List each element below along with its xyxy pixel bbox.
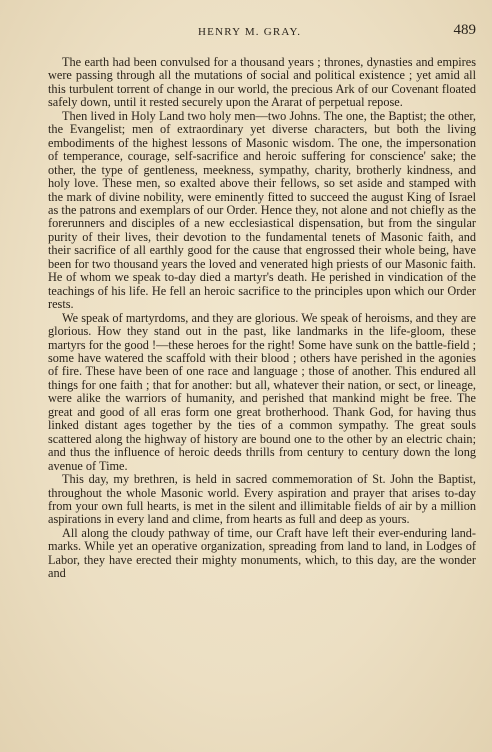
paragraph: Then lived in Holy Land two holy men—two Johns. The one, the Baptist; the other, the Evangelist; men of extraordinary yet diverse characters, but both the living embodiments of the highest lessons of Masonic wisdom. The one, the impersonation of temperance, courage, self-sacrifice and heroic suffering for conscience' sake; the other, the type of gentleness, meekness, sympathy, charity, brotherly kindness, and holy love. These men, so exalted above their fellows, so set aside and stamped with the mark of divine nobility, were eminently fitted to succeed the august King of Israel as the patrons and exemplars of our Order. Hence they, not alone and not chiefly as the forerunners and disciples of a new ecclesiastical dispensation, but from the singular purity of their lives, their devotion to the fundamental tenets of Masonic faith, and their sacrifice of all earthly good for the cause that engrossed their whole being, have been for two thousand years the loved and venerated high priests of our Masonic faith. He of whom we speak to-day died a martyr's death. He perished in vindication of the teachings of his life. He fell an heroic sacrifice to the principles upon which our Order rests. xyxy=(48,108,476,312)
paragraph: This day, my brethren, is held in sacred commemoration of St. John the Baptist, throughout the whole Masonic world. Every aspiration and prayer that arises to-day from your own full hearts, is met in the silent and illimitable fields of air by a million aspirations in every land and clime, from hearts as full and deep as yours. xyxy=(48,472,476,527)
paragraph: All along the cloudy pathway of time, our Craft have left their ever-enduring land-marks. While yet an operative organization, spreading from land to land, in Lodges of Labor, they have erected their mighty monuments, which, to this day, are the wonder and xyxy=(48,525,476,581)
body-text xyxy=(48,56,476,581)
paragraph: We speak of martyrdoms, and they are glorious. We speak of heroisms, and they are glorious. How they stand out in the past, like landmarks in the life-gloom, these martyrs for the good !—these heroes for the right! Some have sunk on the battle-field ; some have watered the scaffold with their blood ; others have perished in the agonies of fire. These have been of one race and language ; those of another. This endured all things for one faith ; that for another: but all, whatever their nation, or sect, or lineage, were alike the warriors of humanity, and perished that mankind might be free. The great and good of all eras form one great brotherhood. Thank God, for having thus linked distant ages together by the ties of a common sympathy. The great souls scattered along the highway of history are bound one to the other by an electric chain; and thus the influence of heroic deeds thrills from century to century down the long avenue of Time. xyxy=(48,310,476,473)
running-head: HENRY M. GRAY. xyxy=(198,26,302,38)
paragraph: The earth had been convulsed for a thousand years ; thrones, dynasties and empires were passing through all the mutations of social and political existence ; yet amid all this turbulent torrent of change in our world, the precious Ark of our Covenant floated safely down, until it rested securely upon the Ararat of perpetual repose. xyxy=(48,55,476,110)
page-number: 489 xyxy=(453,22,476,38)
page-header xyxy=(48,22,476,42)
